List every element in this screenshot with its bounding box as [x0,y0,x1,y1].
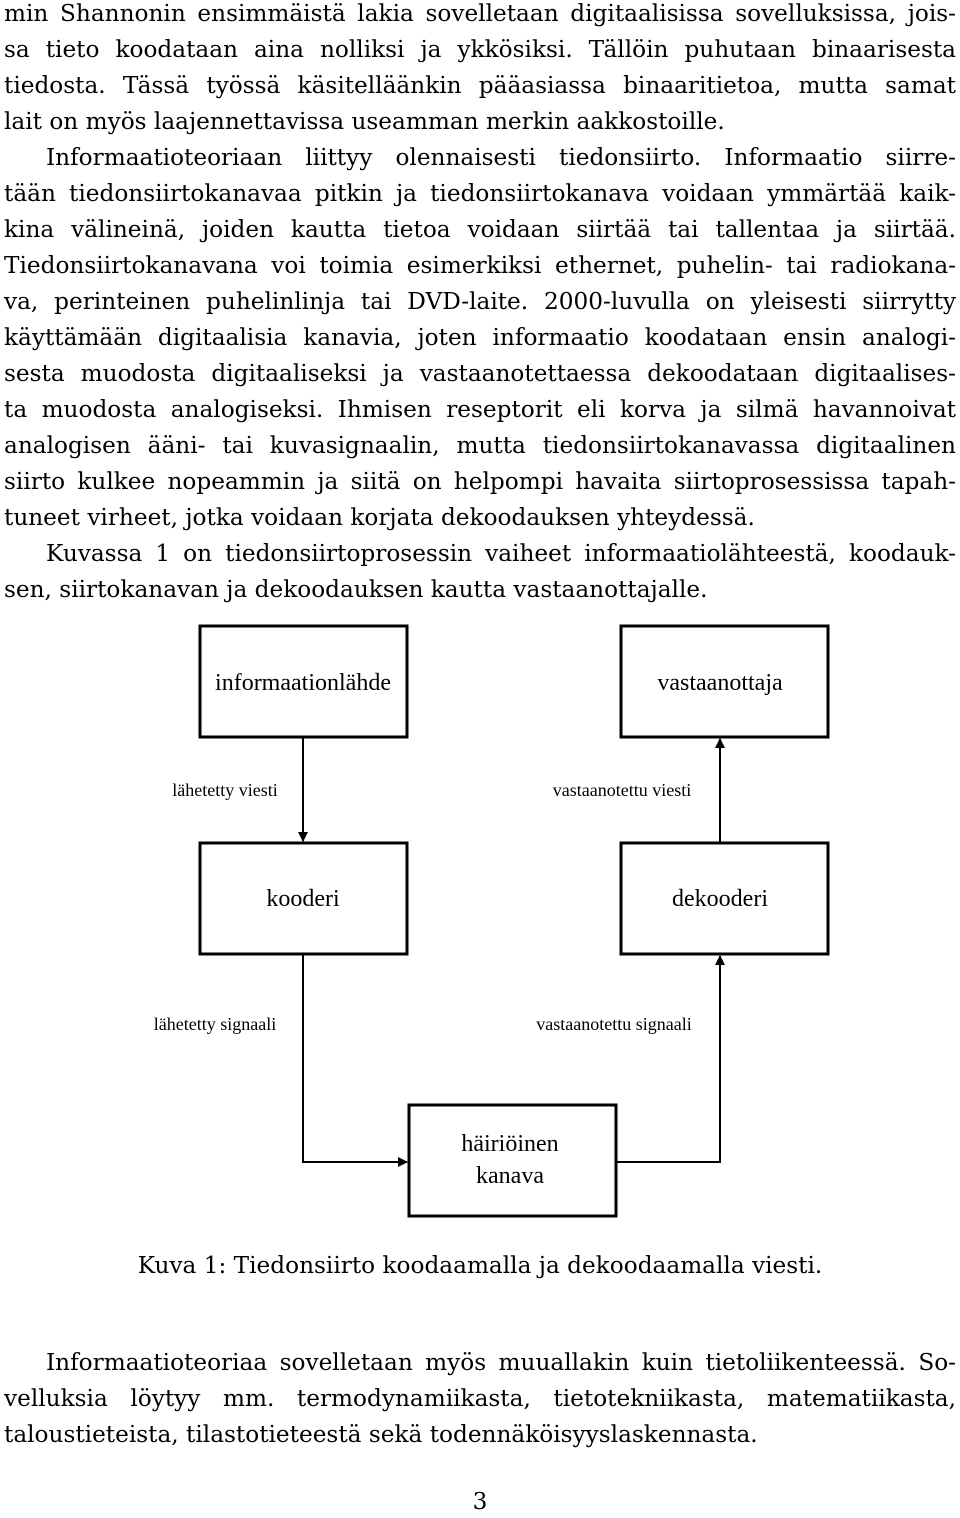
arrow-channel-to-decoder [616,956,720,1162]
channel-label-line1: häiriöinen [461,1131,559,1157]
text-line: kina välineinä, joiden kautta tietoa voidaan siirtää tai tallentaa ja siirtää. [4,216,956,243]
received-signal-label: vastaanotettu signaali [536,1014,692,1034]
text-line: ta muodosta analogiseksi. Ihmisen reseptorit eli korva ja silmä havannoivat [4,396,956,423]
received-message-label: vastaanotettu viesti [552,780,692,800]
text-line: sen, siirtokanavan ja dekoodauksen kautta vastaanottajalle. [4,576,708,603]
communication-diagram [0,615,960,1230]
sent-signal-label: lähetetty signaali [153,1014,277,1034]
encoder-label: kooderi [266,886,340,912]
text-line: velluksia löytyy mm. termodynamiikasta, tietotekniikasta, matematiikasta, [4,1385,956,1412]
receiver-label: vastaanottaja [657,670,783,696]
text-line: analogisen ääni- tai kuvasignaalin, mutta tiedonsiirtokanavassa digitaalinen [4,432,956,459]
text-line: Kuvassa 1 on tiedonsiirtoprosessin vaiheet informaatiolähteestä, koodauk- [46,540,956,567]
decoder-label: dekooderi [672,886,768,912]
sent-message-label: lähetetty viesti [172,780,278,800]
text-line: lait on myös laajennettavissa useamman merkin aakkostoille. [4,108,725,135]
text-line: sesta muodosta digitaaliseksi ja vastaanotettaessa dekoodataan digitaalises- [4,360,956,387]
source-label: informaationlähde [215,670,391,696]
text-line: taloustieteista, tilastotieteestä sekä todennäköisyyslaskennasta. [4,1421,758,1448]
text-line: min Shannonin ensimmäistä lakia sovelletaan digitaalisissa sovelluksissa, jois- [4,0,956,27]
text-line: sa tieto koodataan aina nolliksi ja ykkösiksi. Tällöin puhutaan binaarisesta [4,36,956,63]
page-number: 3 [472,1488,488,1515]
text-line: tiedosta. Tässä työssä käsitelläänkin pääasiassa binaaritietoa, mutta samat [4,72,956,99]
text-line: siirto kulkee nopeammin ja siitä on helpompi havaita siirtoprosessissa tapah- [4,468,956,495]
text-line: tään tiedonsiirtokanavaa pitkin ja tiedonsiirtokanava voidaan ymmärtää kaik- [4,180,956,207]
channel-label-line2: kanava [476,1163,544,1189]
channel-box [409,1105,616,1216]
text-line: tuneet virheet, jotka voidaan korjata dekoodauksen yhteydessä. [4,504,755,531]
text-line: va, perinteinen puhelinlinja tai DVD-laite. 2000-luvulla on yleisesti siirrytty [4,288,956,315]
text-line: käyttämään digitaalisia kanavia, joten informaatio koodataan ensin analogi- [4,324,956,351]
text-line: Informaatioteoriaa sovelletaan myös muuallakin kuin tietoliikenteessä. So- [46,1349,956,1376]
text-line: Informaatioteoriaan liittyy olennaisesti tiedonsiirto. Informaatio siirre- [46,144,956,171]
text-line: Tiedonsiirtokanavana voi toimia esimerkiksi ethernet, puhelin- tai radiokana- [4,252,956,279]
figure-caption: Kuva 1: Tiedonsiirto koodaamalla ja dekoodaamalla viesti. [137,1252,823,1279]
arrow-encoder-to-channel [303,954,407,1162]
